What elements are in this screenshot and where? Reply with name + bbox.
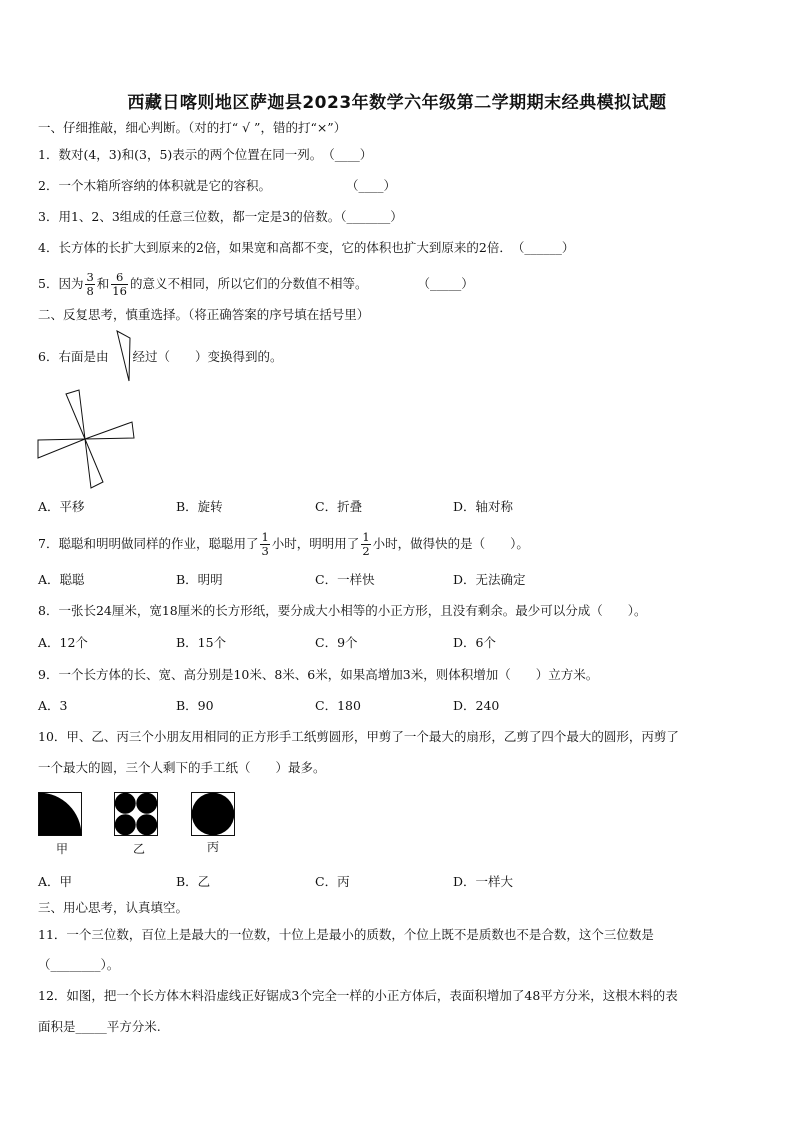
- q8-option-d[interactable]: D．6个: [453, 635, 496, 650]
- triangle-shape-icon: [116, 330, 132, 382]
- fraction-1-3: [260, 531, 269, 558]
- q6-suffix: 经过（ ）变换得到的。: [132, 349, 283, 364]
- section-1-heading: 一、仔细推敲，细心判断。（对的打“ √ ”，错的打“×”）: [38, 120, 347, 135]
- q7-option-a[interactable]: A．聪聪: [38, 572, 85, 587]
- q9-option-a[interactable]: A．3: [38, 698, 68, 713]
- section-3-heading: 三、用心思考，认真填空。: [38, 900, 189, 915]
- question-8: 8．一张长24厘米，宽18厘米的长方形纸，要分成大小相等的小正方形，且没有剩余。最少可以分成（ ）。: [38, 603, 647, 618]
- paper-figure-bing: [191, 792, 236, 837]
- fraction-numerator: 1: [261, 530, 269, 544]
- q6-option-c[interactable]: C．折叠: [315, 499, 363, 514]
- question-7: [38, 526, 529, 562]
- q6-option-a[interactable]: A．平移: [38, 499, 85, 514]
- q6-option-b[interactable]: B．旋转: [176, 499, 223, 514]
- question-1: 1．数对(4，3)和(3，5)表示的两个位置在同一列。 （____）: [38, 147, 373, 162]
- page-title: 西藏日喀则地区萨迦县2023年数学六年级第二学期期末经典模拟试题: [127, 93, 667, 113]
- q8-option-b[interactable]: B．15个: [176, 635, 227, 650]
- question-10-line-1: 10．甲、乙、丙三个小朋友用相同的正方形手工纸剪圆形，甲剪了一个最大的扇形，乙剪了四个最大的圆形，丙剪了: [38, 729, 679, 744]
- figure-label-jia: 甲: [56, 842, 69, 856]
- figure-label-bing: 丙: [207, 840, 220, 854]
- question-12-line-2: 面积是_____平方分米.: [38, 1019, 161, 1034]
- q5-prefix: 5．因为: [38, 276, 84, 291]
- q5-mid: 和: [96, 276, 110, 291]
- question-4: 4．长方体的长扩大到原来的2倍，如果宽和高都不变，它的体积也扩大到原来的2倍． （______）: [38, 240, 575, 255]
- fraction-3-8: [85, 271, 94, 298]
- question-11-line-2: （________）。: [38, 957, 120, 972]
- question-5: [38, 266, 474, 302]
- paper-figure-jia: [38, 792, 83, 837]
- q7-option-d[interactable]: D．无法确定: [453, 572, 526, 587]
- fraction-denominator: 3: [261, 544, 269, 558]
- q9-option-b[interactable]: B．90: [176, 698, 214, 713]
- q7-prefix: 7．聪聪和明明做同样的作业，聪聪用了: [38, 536, 259, 551]
- q7-mid: 小时，明明用了: [271, 536, 360, 551]
- q6-option-d[interactable]: D．轴对称: [453, 499, 514, 514]
- q7-suffix: 小时，做得快的是（ ）。: [372, 536, 529, 551]
- q10-option-b[interactable]: B．乙: [176, 874, 211, 889]
- pinwheel-figure: [36, 390, 136, 490]
- q8-option-a[interactable]: A．12个: [38, 635, 88, 650]
- q10-option-d[interactable]: D．一样大: [453, 874, 514, 889]
- q10-option-a[interactable]: A．甲: [38, 874, 73, 889]
- q9-option-d[interactable]: D．240: [453, 698, 500, 713]
- q8-option-c[interactable]: C．9个: [315, 635, 358, 650]
- question-10-line-2: 一个最大的圆，三个人剩下的手工纸（ ）最多。: [38, 760, 326, 775]
- question-12-line-1: 12．如图，把一个长方体木料沿虚线正好锯成3个完全一样的小正方体后，表面积增加了48平方分米，这根木料的表: [38, 988, 678, 1003]
- q7-option-c[interactable]: C．一样快: [315, 572, 375, 587]
- fraction-denominator: 8: [86, 284, 94, 298]
- paper-figure-yi: [114, 792, 159, 837]
- fraction-numerator: 1: [362, 530, 370, 544]
- q5-suffix: 的意义不相同，所以它们的分数值不相等。 （_____）: [129, 276, 474, 291]
- q10-option-c[interactable]: C．丙: [315, 874, 350, 889]
- fraction-numerator: 3: [86, 270, 94, 284]
- figure-label-yi: 乙: [133, 842, 146, 856]
- section-2-heading: 二、反复思考，慎重选择。（将正确答案的序号填在括号里）: [38, 307, 370, 322]
- fraction-6-16: [111, 271, 128, 298]
- question-11-line-1: 11．一个三位数，百位上是最大的一位数，十位上是最小的质数，个位上既不是质数也不是合数，这个三位数是: [38, 927, 654, 942]
- question-3: 3．用1、2、3组成的任意三位数，都一定是3的倍数。（_______）: [38, 209, 403, 224]
- q9-option-c[interactable]: C．180: [315, 698, 361, 713]
- fraction-numerator: 6: [111, 271, 128, 285]
- question-6: [38, 348, 282, 366]
- q7-option-b[interactable]: B．明明: [176, 572, 223, 587]
- question-2: 2．一个木箱所容纳的体积就是它的容积。 （____）: [38, 178, 396, 193]
- fraction-denominator: 16: [112, 284, 127, 298]
- fraction-denominator: 2: [362, 544, 370, 558]
- question-9: 9．一个长方体的长、宽、高分别是10米、8米、6米，如果高增加3米，则体积增加（ ）立方米。: [38, 667, 599, 682]
- q6-prefix: 6．右面是由: [38, 349, 109, 364]
- fraction-1-2: [361, 531, 370, 558]
